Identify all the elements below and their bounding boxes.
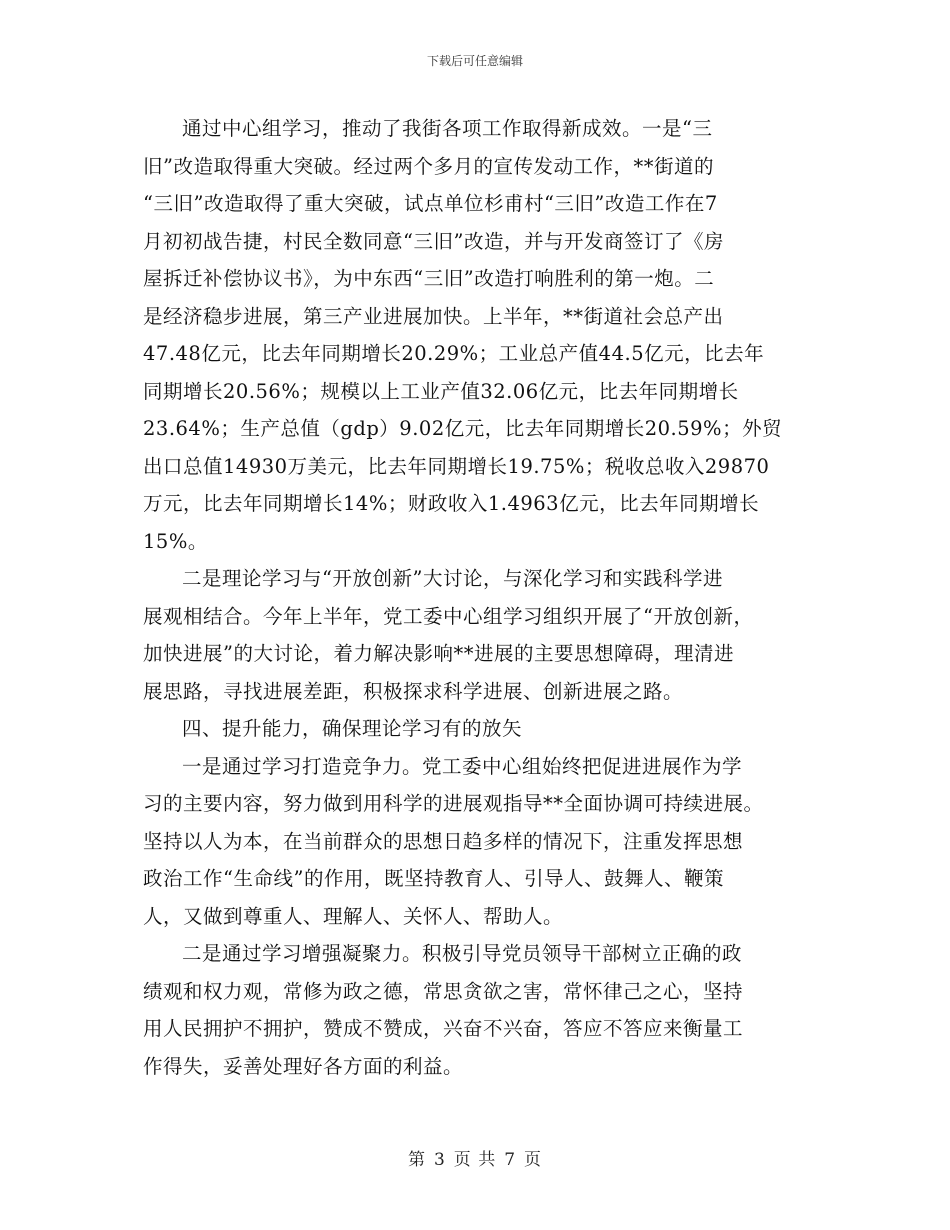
page-footer <box>0 1145 950 1170</box>
text-line: 是经济稳步进展，第三产业进展加快。上半年，**街道社会总产出 <box>143 304 724 328</box>
text-line: 加快进展”的大讨论，着力解决影响**进展的主要思想障碍，理清进 <box>143 642 734 665</box>
footer-total-pages: 7 <box>504 1150 517 1170</box>
text-line: 屋拆迁补偿协议书》，为中东西“三旧”改造打响胜利的第一炮。二 <box>143 267 715 290</box>
paragraph-cohesion <box>143 935 808 1085</box>
document-body <box>143 110 808 1085</box>
section-heading <box>143 710 808 748</box>
text-line: 万元，比去年同期增长14%；财政收入1.4963亿元，比去年同期增长 <box>143 492 760 515</box>
text-line: 二是通过学习增强凝聚力。积极引导党员领导干部树立正确的政 <box>182 942 743 965</box>
text-line: 作得失，妥善处理好各方面的利益。 <box>143 1054 464 1078</box>
text-line: “三旧”改造取得了重大突破，试点单位杉甫村“三旧”改造工作在7 <box>143 192 718 215</box>
text-line: 旧”改造取得重大突破。经过两个多月的宣传发动工作，**街道的 <box>143 154 714 178</box>
paragraph-theory-study <box>143 560 808 710</box>
text-line: 习的主要内容，努力做到用科学的进展观指导**全面协调可持续进展。 <box>143 792 764 815</box>
text-line: 一是通过学习打造竞争力。党工委中心组始终把促进进展作为学 <box>182 754 743 778</box>
page-header: 下载后可任意编辑 <box>426 54 523 68</box>
paragraph-achievements <box>143 110 808 560</box>
footer-prefix: 第 <box>407 1150 426 1170</box>
paragraph-competitiveness <box>143 748 808 936</box>
footer-suffix: 页 <box>524 1150 543 1170</box>
text-line: 47.48亿元，比去年同期增长20.29%；工业总产值44.5亿元，比去年 <box>143 342 765 365</box>
text-line: 绩观和权力观，常修为政之德，常思贪欲之害，常怀律己之心，坚持 <box>143 979 744 1003</box>
text-line: 展思路，寻找进展差距，积极探求科学进展、创新进展之路。 <box>143 679 684 703</box>
text-line: 通过中心组学习，推动了我街各项工作取得新成效。一是“三 <box>182 117 713 140</box>
text-line: 用人民拥护不拥护，赞成不赞成，兴奋不兴奋，答应不答应来衡量工 <box>143 1017 744 1040</box>
text-line: 23.64%；生产总值（gdp）9.02亿元，比去年同期增长20.59%；外贸 <box>143 417 783 440</box>
text-line: 人，又做到尊重人、理解人、关怀人、帮助人。 <box>143 904 564 928</box>
text-line: 15%。 <box>143 529 208 553</box>
text-line: 二是理论学习与“开放创新”大讨论，与深化学习和实践科学进 <box>182 567 723 590</box>
text-line: 同期增长20.56%；规模以上工业产值32.06亿元，比去年同期增长 <box>143 379 739 403</box>
text-line: 出口总值14930万美元，比去年同期增长19.75%；税收总收入29870 <box>143 454 770 478</box>
text-line: 展观相结合。今年上半年，党工委中心组学习组织开展了“开放创新， <box>143 604 754 628</box>
text-line: 政治工作“生命线”的作用，既坚持教育人、引导人、鼓舞人、鞭策 <box>143 867 724 890</box>
footer-middle: 页 共 <box>453 1150 497 1170</box>
text-line: 月初初战告捷，村民全数同意“三旧”改造，并与开发商签订了《房 <box>143 229 724 253</box>
footer-page-number: 3 <box>433 1150 446 1170</box>
section-heading-text: 四、提升能力，确保理论学习有的放矢 <box>182 717 523 740</box>
text-line: 坚持以人为本，在当前群众的思想日趋多样的情况下，注重发挥思想 <box>143 829 744 853</box>
